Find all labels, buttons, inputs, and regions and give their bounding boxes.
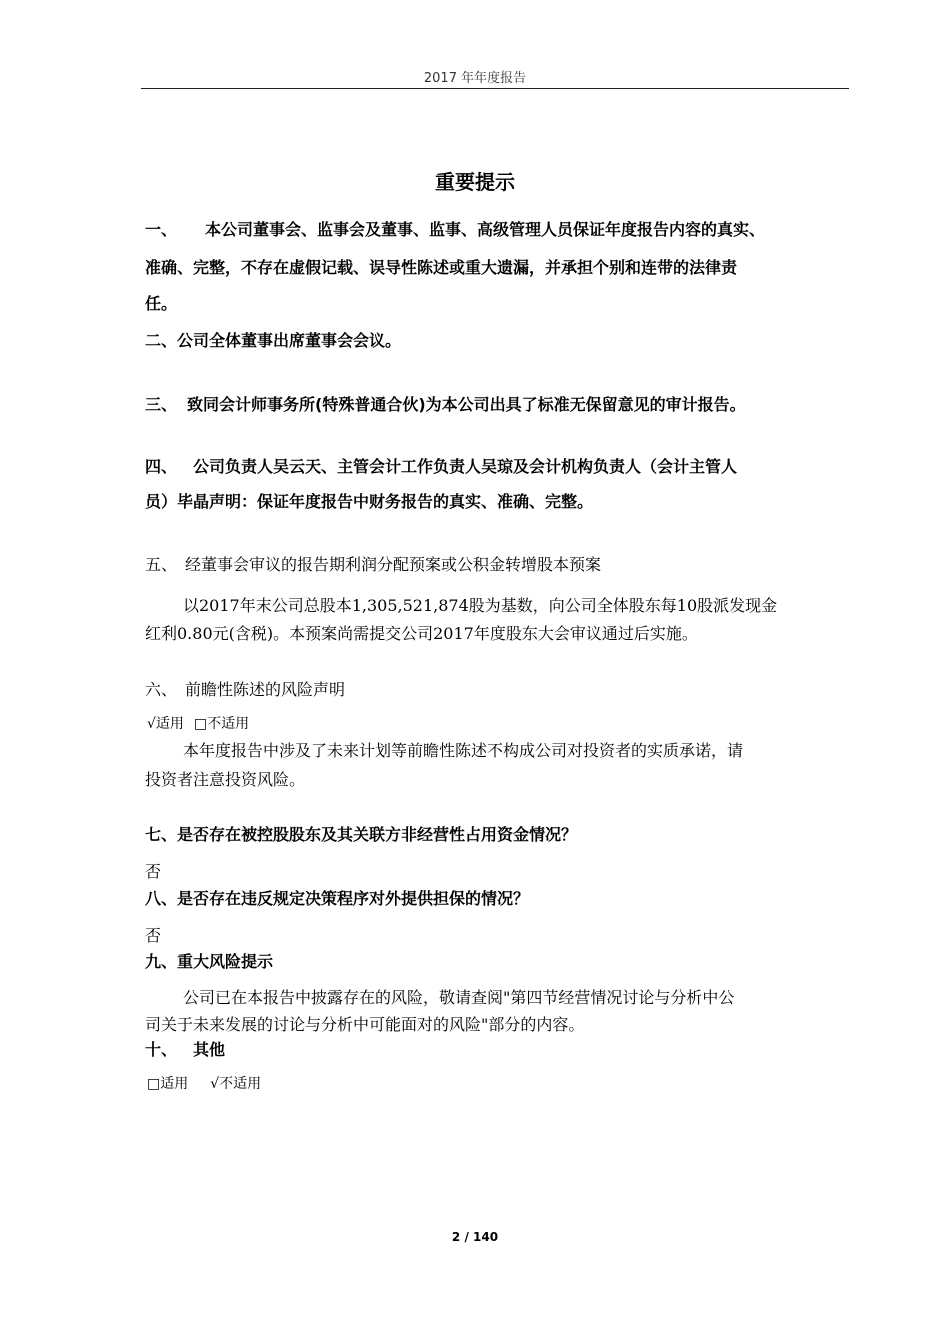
section-5-para-line-1: 以2017年末公司总股本1,305,521,874股为基数，向公司全体股东每10股派发现金 xyxy=(183,596,778,615)
section-10-label: 十、 xyxy=(145,1040,178,1059)
section-10-options xyxy=(147,1074,261,1094)
section-10-applicable: □适用 xyxy=(147,1076,189,1092)
section-10-not-applicable: √不适用 xyxy=(210,1076,262,1092)
section-6-label: 六、 xyxy=(145,680,178,699)
section-6-para-line-2: 投资者注意投资风险。 xyxy=(145,770,306,789)
section-1-line-1 xyxy=(145,220,765,240)
section-9-para-line-1: 公司已在本报告中披露存在的风险，敬请查阅"第四节经营情况讨论与分析中公 xyxy=(183,988,735,1007)
section-3-text: 致同会计师事务所(特殊普通合伙)为本公司出具了标准无保留意见的审计报告。 xyxy=(187,395,746,414)
section-3-line xyxy=(145,395,746,415)
page-title: 重要提示 xyxy=(435,170,515,194)
section-4-text-1: 公司负责人吴云天、主管会计工作负责人吴琼及会计机构负责人（会计主管人 xyxy=(193,457,738,476)
section-1-line-2: 准确、完整，不存在虚假记载、误导性陈述或重大遗漏，并承担个别和连带的法律责 xyxy=(145,258,738,277)
header-divider xyxy=(141,88,849,89)
section-6-para-line-1: 本年度报告中涉及了未来计划等前瞻性陈述不构成公司对投资者的实质承诺，请 xyxy=(183,741,744,760)
section-4-label: 四、 xyxy=(145,457,178,476)
section-6-heading-text: 前瞻性陈述的风险声明 xyxy=(185,680,346,699)
section-10-heading-text: 其他 xyxy=(193,1040,226,1059)
section-1-label: 一、 xyxy=(145,220,178,239)
section-4-line-2: 员）毕晶声明：保证年度报告中财务报告的真实、准确、完整。 xyxy=(145,492,594,511)
section-5-heading-text: 经董事会审议的报告期利润分配预案或公积金转增股本预案 xyxy=(185,555,602,574)
section-7-answer: 否 xyxy=(145,862,162,881)
section-6-options xyxy=(147,714,249,734)
section-9-para-line-2: 司关于未来发展的讨论与分析中可能面对的风险"部分的内容。 xyxy=(145,1015,585,1034)
section-1-line-3: 任。 xyxy=(145,294,178,313)
section-8-answer: 否 xyxy=(145,926,162,945)
page-number: 2 / 140 xyxy=(451,1230,499,1244)
section-8-heading: 八、是否存在违反规定决策程序对外提供担保的情况？ xyxy=(145,889,530,908)
section-10-heading xyxy=(145,1040,225,1060)
section-2-text: 二、公司全体董事出席董事会会议。 xyxy=(145,331,402,350)
section-6-not-applicable: □不适用 xyxy=(193,716,250,732)
section-4-line-1 xyxy=(145,457,737,477)
section-9-heading: 九、重大风险提示 xyxy=(145,952,274,971)
section-5-label: 五、 xyxy=(145,555,178,574)
section-6-heading xyxy=(145,680,345,700)
header-title: 2017 年年度报告 xyxy=(423,71,527,86)
section-5-heading xyxy=(145,555,601,575)
section-7-heading: 七、是否存在被控股股东及其关联方非经营性占用资金情况？ xyxy=(145,825,578,844)
section-5-para-line-2: 红利0.80元(含税)。本预案尚需提交公司2017年度股东大会审议通过后实施。 xyxy=(145,624,698,643)
section-3-label: 三、 xyxy=(145,395,178,414)
section-6-applicable: √适用 xyxy=(147,716,184,732)
section-1-text-1: 本公司董事会、监事会及董事、监事、高级管理人员保证年度报告内容的真实、 xyxy=(205,220,766,239)
